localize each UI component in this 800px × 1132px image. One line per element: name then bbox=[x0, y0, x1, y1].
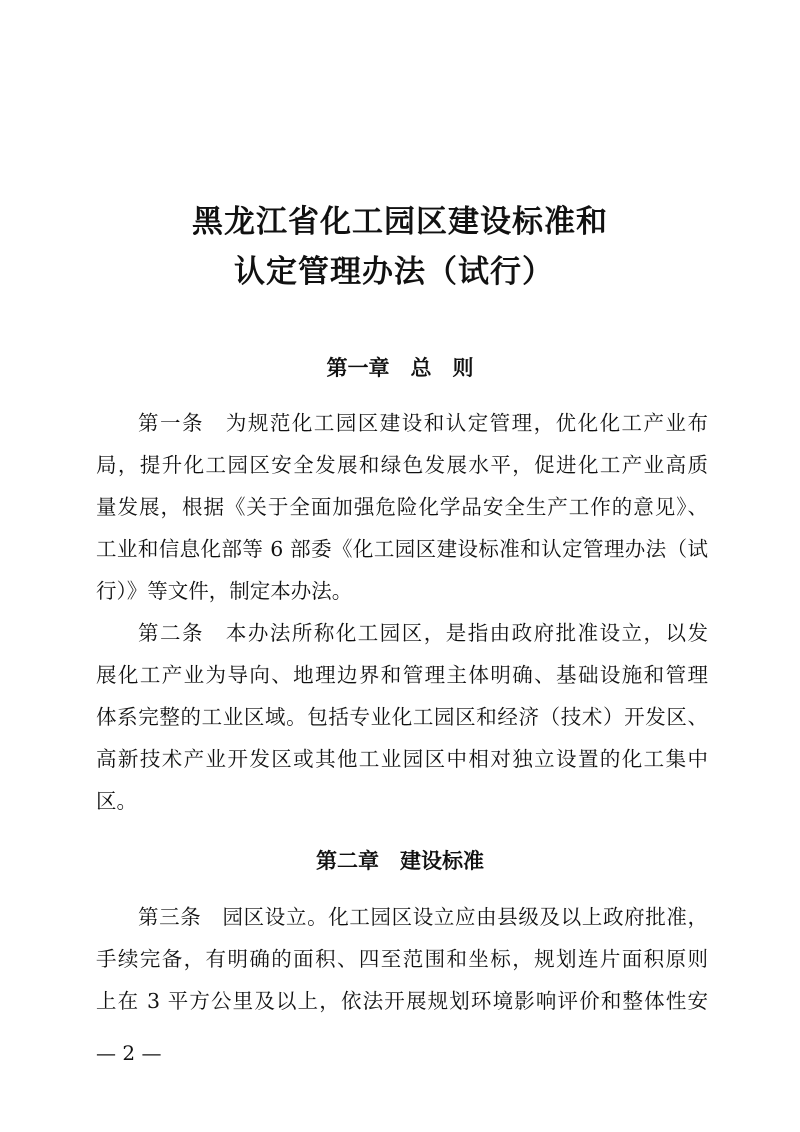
paragraph-line: 展化工产业为导向、地理边界和管理主体明确、基础设施和管理 bbox=[96, 663, 708, 687]
chapter-2-heading: 第二章 建设标准 bbox=[316, 849, 484, 873]
paragraph-line: 第二条 本办法所称化工园区，是指由政府批准设立，以发 bbox=[138, 621, 708, 645]
document-title-line-1: 黑龙江省化工园区建设标准和 bbox=[192, 204, 608, 240]
paragraph-line: 第一条 为规范化工园区建设和认定管理，优化化工产业布 bbox=[138, 411, 708, 435]
paragraph-line: 工业和信息化部等 6 部委《化工园区建设标准和认定管理办法（试 bbox=[96, 537, 708, 561]
paragraph-line: 量发展，根据《关于全面加强危险化学品安全生产工作的意见》、 bbox=[96, 495, 708, 519]
paragraph-line: 上在 3 平方公里及以上，依法开展规划环境影响评价和整体性安 bbox=[96, 989, 708, 1013]
paragraph-line: 行）》等文件，制定本办法。 bbox=[96, 579, 353, 603]
paragraph-line: 第三条 园区设立。化工园区设立应由县级及以上政府批准， bbox=[138, 905, 708, 929]
page-number: — 2 — bbox=[96, 1041, 162, 1065]
paragraph-line: 区。 bbox=[96, 789, 137, 813]
paragraph-line: 体系完整的工业区域。包括专业化工园区和经济（技术）开发区、 bbox=[96, 705, 708, 729]
document-title-line-2: 认定管理办法（试行） bbox=[234, 254, 554, 290]
paragraph-line: 手续完备，有明确的面积、四至范围和坐标，规划连片面积原则 bbox=[96, 947, 708, 971]
paragraph-line: 高新技术产业开发区或其他工业园区中相对独立设置的化工集中 bbox=[96, 747, 708, 771]
chapter-1-heading: 第一章 总 则 bbox=[326, 356, 474, 380]
paragraph-line: 局，提升化工园区安全发展和绿色发展水平，促进化工产业高质 bbox=[96, 453, 708, 477]
